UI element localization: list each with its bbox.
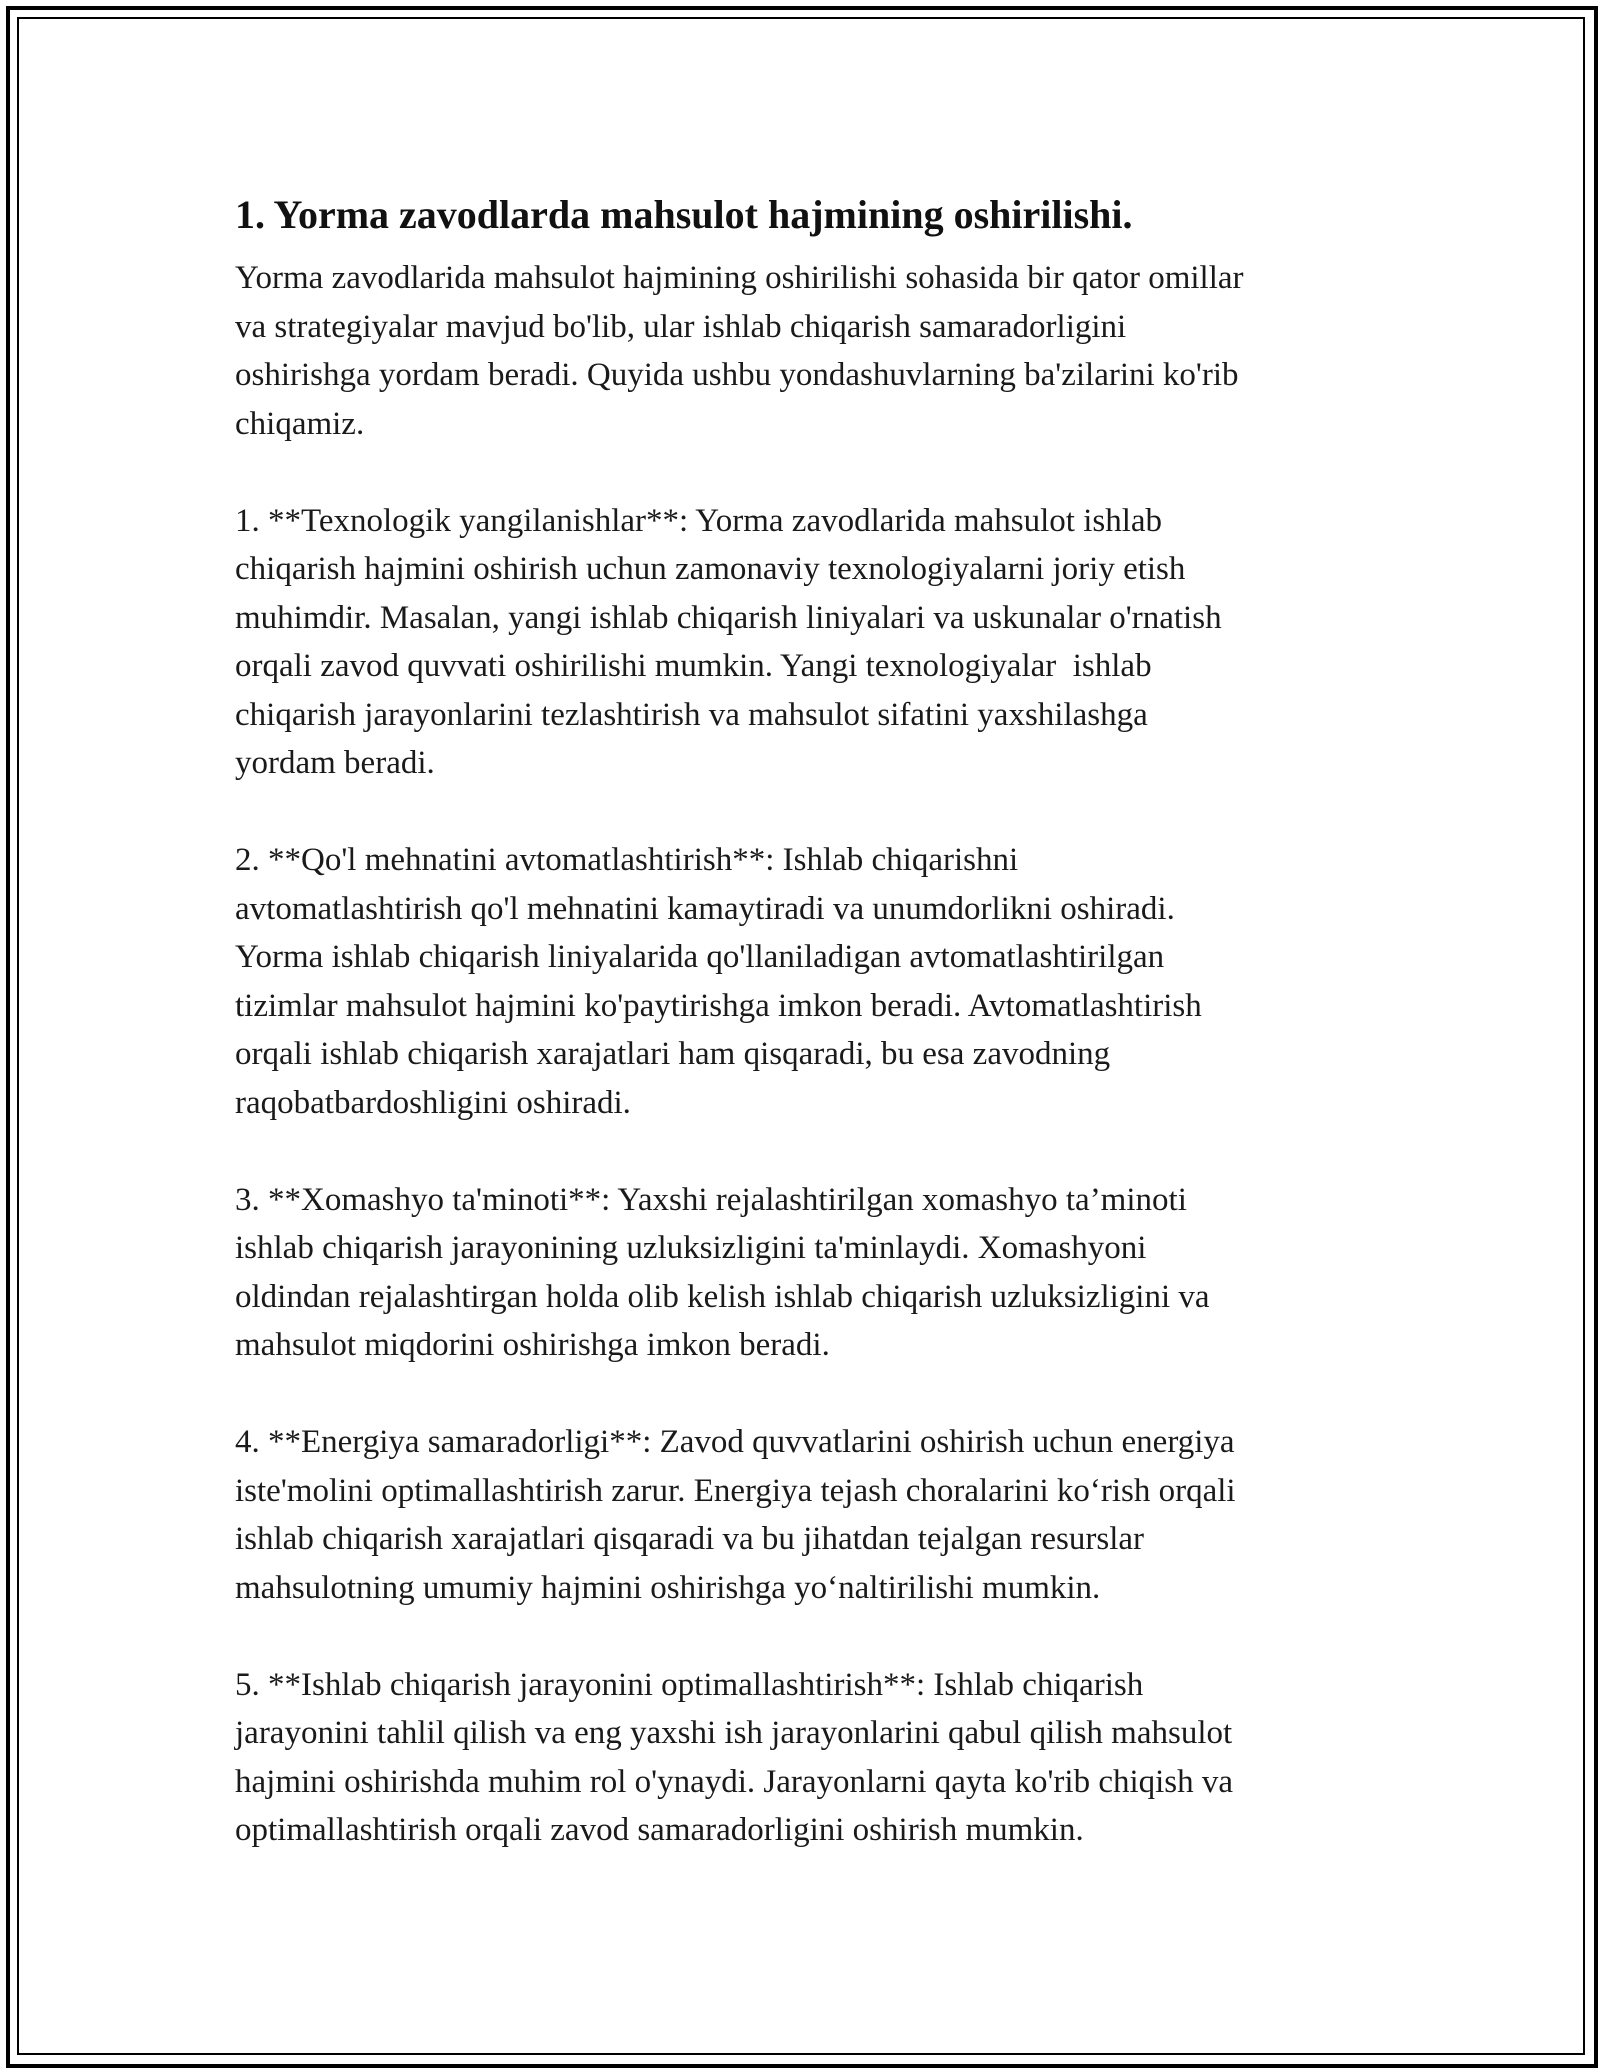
paragraph-technology-updates: 1. **Texnologik yangilanishlar**: Yorma zavodlarida mahsulot ishlab chiqarish hajmini oshirish uchun zamonaviy texnologiyalarni joriy etish muhimdir. Masalan, yangi ishlab chiqarish liniyalari va uskunalar o'rnatish orqali zavod quvvati oshirilishi mumkin. Yangi texnologiyalar ishlab chiqarish jarayonlarini tezlashtirish va mahsulot sifatini yaxshilashga yordam beradi.: [235, 502, 1222, 781]
paragraph-raw-material-supply: 3. **Xomashyo ta'minoti**: Yaxshi rejalashtirilgan xomashyo ta’minoti ishlab chiqarish jarayonining uzluksizligini ta'minlaydi. Xomashyoni oldindan rejalashtirgan holda olib kelish ishlab chiqarish uzluksizligini va mahsulot miqdorini oshirishga imkon beradi.: [235, 1181, 1210, 1363]
paragraph-process-optimization: 5. **Ishlab chiqarish jarayonini optimallashtirish**: Ishlab chiqarish jarayonini tahlil qilish va eng yaxshi ish jarayonlarini qabul qilish mahsulot hajmini oshirishda muhim rol o'ynaydi. Jarayonlarni qayta ko'rib chiqish va optimallashtirish orqali zavod samaradorligini oshirish mumkin.: [235, 1666, 1234, 1848]
document-title: 1. Yorma zavodlarda mahsulot hajmining oshirilishi.: [235, 192, 1133, 237]
intro-paragraph: Yorma zavodlarida mahsulot hajmining oshirilishi sohasida bir qator omillar va strategiyalar mavjud bo'lib, ular ishlab chiqarish samaradorligini oshirishga yordam beradi. Quyida ushbu yondashuvlarning ba'zilarini ko'rib chiqamiz.: [235, 260, 1244, 442]
paragraph-automation: 2. **Qo'l mehnatini avtomatlashtirish**: Ishlab chiqarishni avtomatlashtirish qo'l mehnatini kamaytiradi va unumdorlikni oshiradi. Yorma ishlab chiqarish liniyalarida qo'llaniladigan avtomatlashtirilgan tizimlar mahsulot hajmini ko'paytirishga imkon beradi. Avtomatlashtirish orqali ishlab chiqarish xarajatlari ham qisqaradi, bu esa zavodning raqobatbardoshligini oshiradi.: [235, 842, 1202, 1121]
document-body: [235, 188, 1375, 1903]
paragraph-energy-efficiency: 4. **Energiya samaradorligi**: Zavod quvvatlarini oshirish uchun energiya iste'molini optimallashtirish zarur. Energiya tejash choralarini ko‘rish orqali ishlab chiqarish xarajatlari qisqaradi va bu jihatdan tejalgan resurslar mahsulotning umumiy hajmini oshirishga yo‘naltirilishi mumkin.: [235, 1424, 1236, 1606]
